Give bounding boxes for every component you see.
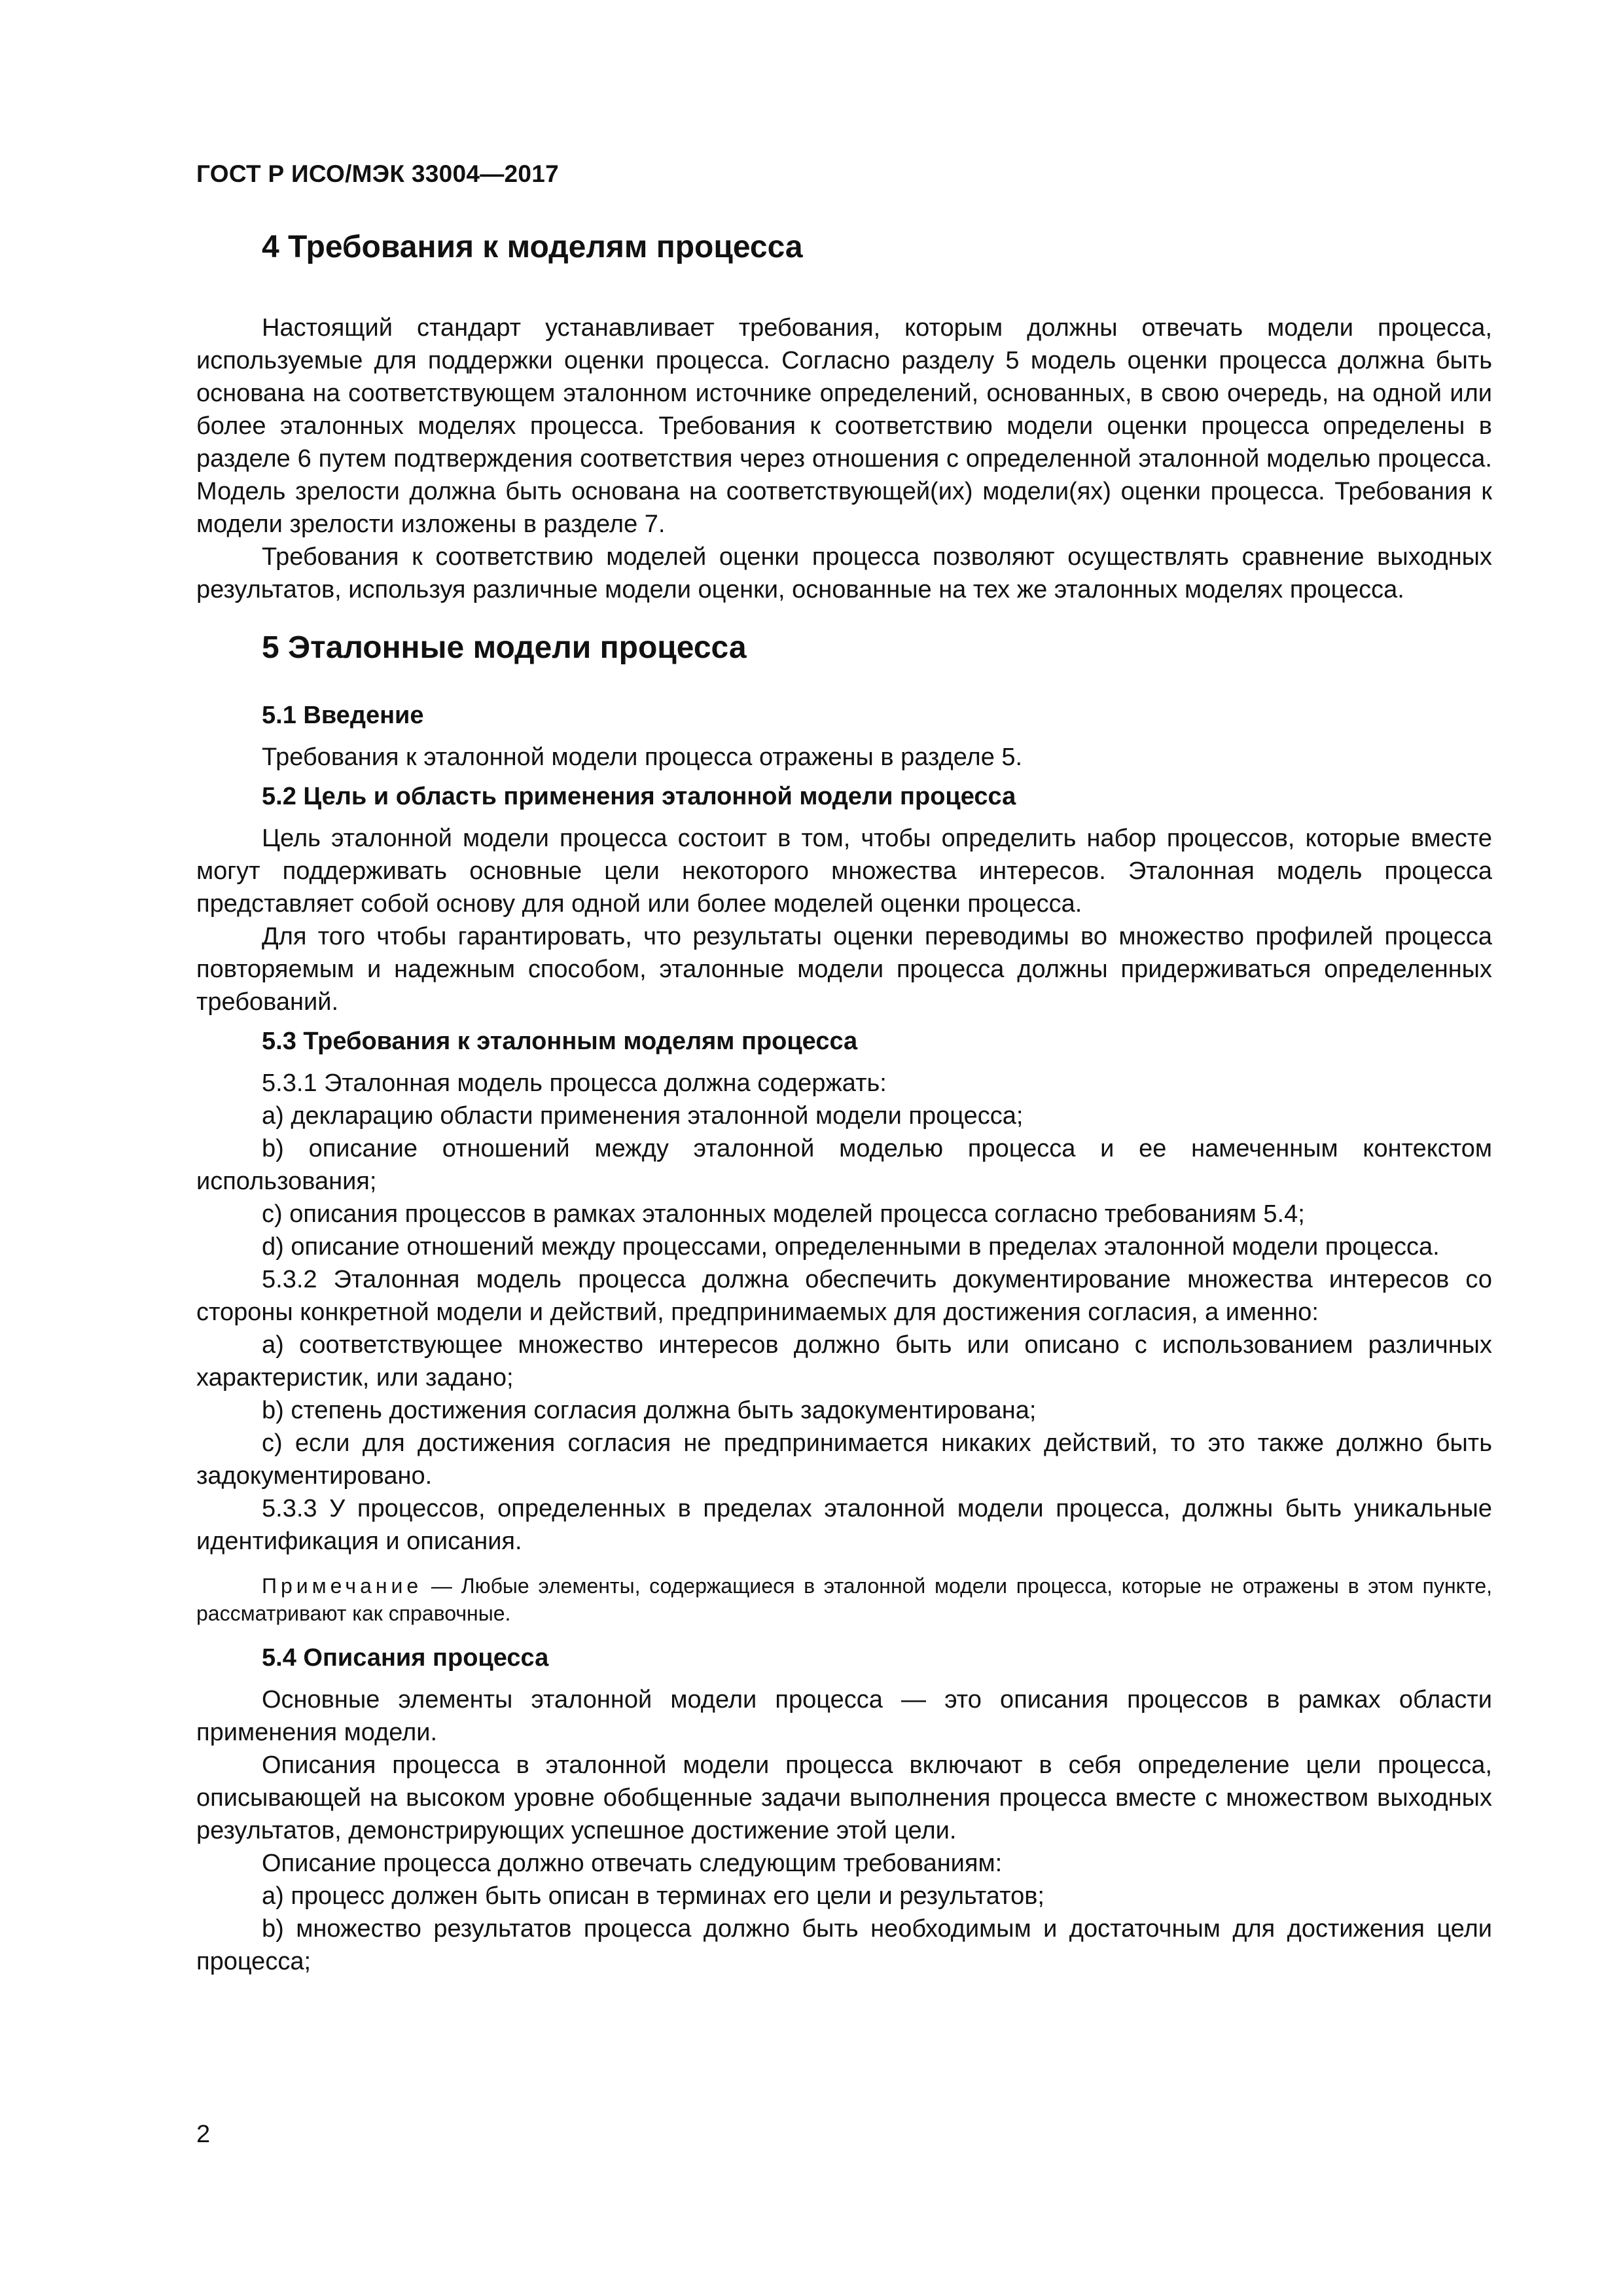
section-5-title: 5 Эталонные модели процесса (262, 630, 747, 665)
clause-5-3-1-item-a: a) декларацию области применения эталонной модели процесса; (262, 1102, 1024, 1130)
clause-5-3-2-item-c: c) если для достижения согласия не предпринимается никаких действий, то это также должно быть задокументировано. (196, 1429, 1492, 1490)
page-content (196, 216, 1492, 1978)
section-5-1-paragraph: Требования к эталонной модели процесса отражены в разделе 5. (262, 744, 1023, 771)
section-5-3-title: 5.3 Требования к эталонным моделям процесса (262, 1028, 858, 1055)
clause-5-3-2-item-a: a) соответствующее множество интересов должно быть или описано с использованием различных характеристик, или задано; (196, 1331, 1492, 1391)
section-5-1-title: 5.1 Введение (262, 702, 424, 729)
section-5-2-paragraph-1: Цель эталонной модели процесса состоит в том, чтобы определить набор процессов, которые вместе могут поддерживать основные цели некоторого множества интересов. Эталонная модель процесса представляет собой основу для одной или более моделей оценки процесса. (196, 825, 1492, 918)
clause-5-3-1-item-b: b) описание отношений между эталонной моделью процесса и ее намеченным контекстом использования; (196, 1135, 1492, 1195)
clause-5-3-2-item-b: b) степень достижения согласия должна быть задокументирована; (262, 1397, 1037, 1424)
clause-5-3-1-item-d: d) описание отношений между процессами, определенными в пределах эталонной модели процесса. (262, 1233, 1440, 1261)
clause-5-3-3: 5.3.3 У процессов, определенных в пределах эталонной модели процесса, должны быть уникальные идентификация и описания. (196, 1495, 1492, 1555)
section-4-paragraph-2: Требования к соответствию моделей оценки процесса позволяют осуществлять сравнение выходных результатов, используя различные модели оценки, основанные на тех же эталонных моделях процесса. (196, 543, 1492, 603)
clause-5-3-1: 5.3.1 Эталонная модель процесса должна содержать: (262, 1069, 887, 1097)
section-5-4-title: 5.4 Описания процесса (262, 1644, 549, 1672)
section-5-4-paragraph-2: Описания процесса в эталонной модели процесса включают в себя определение цели процесса, описывающей на высоком уровне обобщенные задачи выполнения процесса вместе с множеством выходных результатов, демонстрирующих успешное достижение этой цели. (196, 1751, 1492, 1844)
section-5-4-item-a: a) процесс должен быть описан в терминах его цели и результатов; (262, 1882, 1044, 1910)
note (196, 1572, 1492, 1627)
note-label: Примечание (262, 1574, 423, 1598)
section-5-2-title: 5.2 Цель и область применения эталонной модели процесса (262, 783, 1016, 810)
section-4-paragraph-1: Настоящий стандарт устанавливает требования, которым должны отвечать модели процесса, используемые для поддержки оценки процесса. Согласно разделу 5 модель оценки процесса должна быть основана на соответствующем эталонном источнике определений, основанных, в свою очередь, на одной или более эталонных моделях процесса. Требования к соответствию модели оценки процесса определены в разделе 6 путем подтверждения соответствия через отношения с определенной эталонной моделью процесса. Модель зрелости должна быть основана на соответствующей(их) модели(ях) оценки процесса. Требования к модели зрелости изложены в разделе 7. (196, 314, 1492, 538)
section-5-4-paragraph-1: Основные элементы эталонной модели процесса — это описания процессов в рамках области применения модели. (196, 1686, 1492, 1746)
section-5-2-paragraph-2: Для того чтобы гарантировать, что результаты оценки переводимы во множество профилей процесса повторяемым и надежным способом, эталонные модели процесса должны придерживаться определенных требований. (196, 923, 1492, 1016)
clause-5-3-1-item-c: c) описания процессов в рамках эталонных моделей процесса согласно требованиям 5.4; (262, 1200, 1305, 1228)
page-number: 2 (196, 2121, 211, 2148)
document-header: ГОСТ Р ИСО/МЭК 33004—2017 (196, 160, 560, 187)
section-4-title: 4 Требования к моделям процесса (262, 230, 803, 264)
section-5-4-paragraph-3: Описание процесса должно отвечать следующим требованиям: (262, 1850, 1003, 1877)
clause-5-3-2: 5.3.2 Эталонная модель процесса должна обеспечить документирование множества интересов со стороны конкретной модели и действий, предпринимаемых для достижения согласия, а именно: (196, 1266, 1492, 1326)
section-5-4-item-b: b) множество результатов процесса должно быть необходимым и достаточным для достижения цели процесса; (196, 1915, 1492, 1975)
note-text: — Любые элементы, содержащиеся в эталонной модели процесса, которые не отражены в этом пункте, рассматривают как справочные. (196, 1574, 1492, 1625)
